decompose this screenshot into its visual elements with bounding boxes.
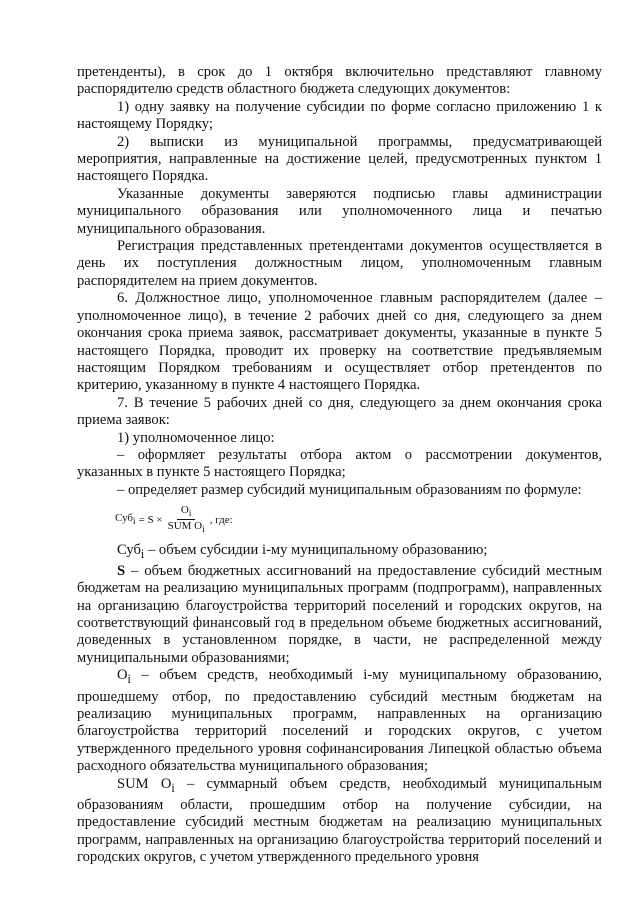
paragraph-act: – оформляет результаты отбора актом о рассмотрении документов, указанных в пункте 5 настоящего Порядка; <box>77 446 602 481</box>
definition-sub-i: Суб$_i$ – объем субсидии i-му муниципальному образованию; <box>117 541 488 561</box>
formula-suffix: , где: <box>209 513 233 526</box>
subsidy-formula <box>115 504 602 535</box>
paragraph-clause-7: 7. В течение 5 рабочих дней со дня, следующего за днем окончания срока приема заявок: <box>77 394 602 429</box>
definition-o-i: $O_i$ – объем средств, необходимый i-му муниципальному образованию, прошедшему отбор, по предоставлению субсидий местным бюджетам на реализацию муниципальных программ, направленных на организацию благоустройства территорий поселений и городских округов, с учетом утвержденного предельного уровня софинансирования Липецкой областью объема расходного обязательства муниципального образования; <box>77 667 602 775</box>
document-page <box>77 64 602 867</box>
paragraph-registration: Регистрация представленных претендентами документов осуществляется в день их поступления должностным лицом, уполномоченным главным распорядителем на прием документов. <box>77 238 602 289</box>
formula-fraction <box>166 504 207 535</box>
formula-lhs: Суб$_i$ <box>115 512 136 527</box>
paragraph-item-2: 2) выписки из муниципальной программы, предусматривающей мероприятия, направленные на достижение целей, предусмотренных пунктом 1 настоящего Порядка. <box>77 133 602 185</box>
paragraph-continuation: претенденты), в срок до 1 октября включительно представляют главному распорядителю средств областного бюджета следующих документов: <box>77 64 602 98</box>
paragraph-formula-intro: – определяет размер субсидий муниципальным образованиям по формуле: <box>117 481 582 498</box>
definition-s: S – объем бюджетных ассигнований на предоставление субсидий местным бюджетам на реализацию муниципальных программ (подпрограмм), направленных на организацию благоустройства территорий поселений и городских округов, на соответствующий финансовый год в предельном объеме бюджетных ассигнований, доведенных в установленном порядке, в части, не распределенной между муниципальными образованиями; <box>77 562 602 666</box>
formula-numerator: $O_i$ <box>177 504 196 520</box>
formula-equals: = S × <box>138 513 163 526</box>
formula-denominator: SUM $O_i$ <box>167 520 205 535</box>
paragraph-clause-6: 6. Должностное лицо, уполномоченное главным распорядителем (далее – уполномоченное лицо), в течение 2 рабочих дней со дня, следующего за днем окончания срока приема заявок, рассматривает документы, указанные в пункте 5 настоящего Порядка, проводит их проверку на соответствие предъявляемым настоящим Порядком требованиям и осуществляет отбор претендентов по критерию, указанному в пункте 4 настоящего Порядка. <box>77 290 602 394</box>
paragraph-certification: Указанные документы заверяются подписью главы администрации муниципального образования или уполномоченного лица и печатью муниципального образования. <box>77 185 602 237</box>
paragraph-item-1: 1) одну заявку на получение субсидии по форме согласно приложению 1 к настоящему Порядку; <box>77 98 602 133</box>
paragraph-authorized-person: 1) уполномоченное лицо: <box>117 429 275 446</box>
definition-sum-o-i: SUM $O_i$ – суммарный объем средств, необходимый муниципальным образованиям области, прошедшим отбор на получение субсидии, на предоставление субсидий местным бюджетам на реализацию муниципальных программ, направленных на организацию благоустройства территорий поселений и городских округов, с учетом утвержденного предельного уровня <box>77 775 602 866</box>
